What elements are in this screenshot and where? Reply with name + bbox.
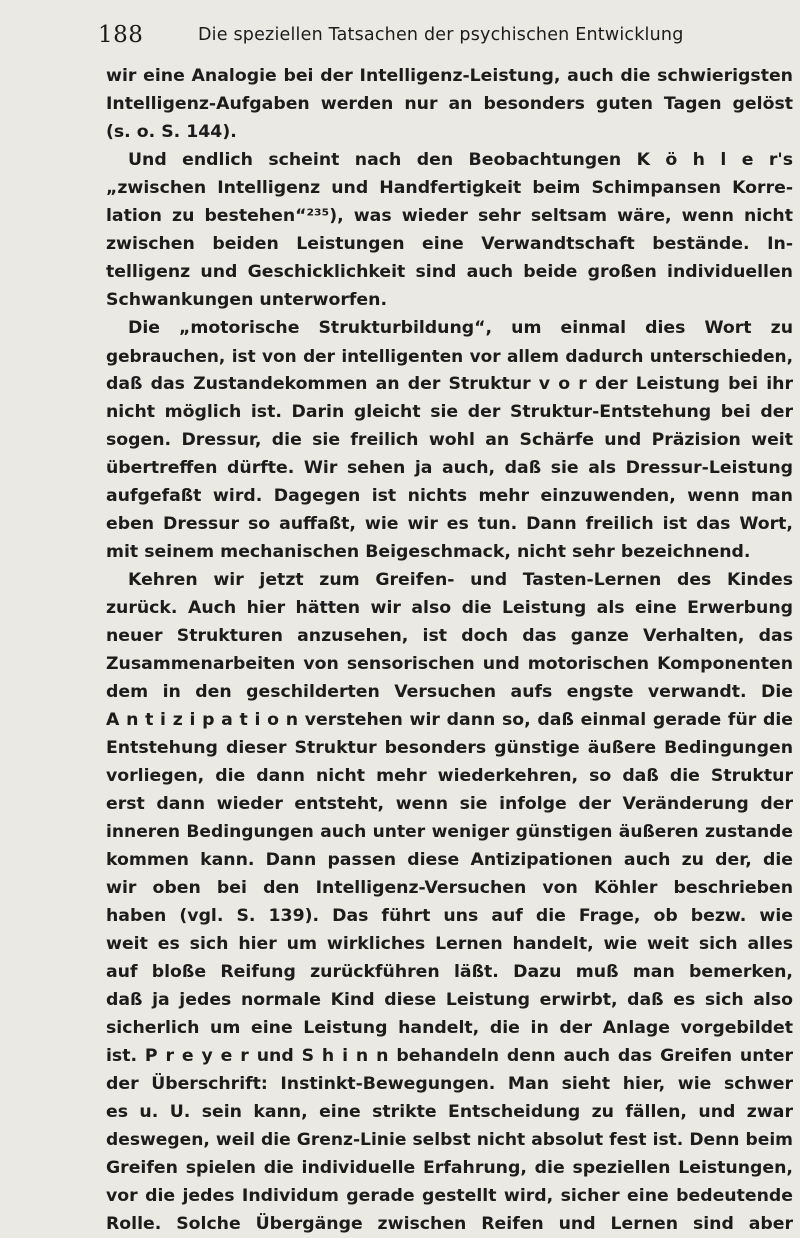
page-header — [98, 22, 708, 52]
text-line: nicht möglich ist. Darin gleicht sie der Struktur-Entstehung bei der — [106, 402, 793, 422]
text-line: zwischen beiden Leistungen eine Verwandtschaft bestände. In- — [106, 234, 793, 254]
text-line: wir oben bei den Intelligenz-Versuchen von Köhler beschrieben — [106, 878, 793, 898]
text-line: der Überschrift: Instinkt-Bewegungen. Man sieht hier, wie schwer — [106, 1074, 793, 1094]
text-line: auf bloße Reifung zurückführen läßt. Dazu muß man bemerken, — [106, 962, 793, 982]
text-line: Kehren wir jetzt zum Greifen- und Tasten-Lernen des Kindes — [128, 570, 793, 590]
text-line: übertreffen dürfte. Wir sehen ja auch, daß sie als Dressur-Leistung — [106, 458, 793, 478]
text-line: (s. o. S. 144). — [106, 122, 237, 142]
text-line: „zwischen Intelligenz und Handfertigkeit beim Schimpansen Korre- — [106, 178, 793, 198]
text-line: wir eine Analogie bei der Intelligenz-Leistung, auch die schwierigsten — [106, 66, 793, 86]
body-text — [106, 62, 793, 1238]
text-line: A n t i z i p a t i o n verstehen wir dann so, daß einmal gerade für die — [106, 710, 793, 730]
text-line: haben (vgl. S. 139). Das führt uns auf die Frage, ob bezw. wie — [106, 906, 793, 926]
text-line: sogen. Dressur, die sie freilich wohl an Schärfe und Präzision weit — [106, 430, 793, 450]
text-line: deswegen, weil die Grenz-Linie selbst nicht absolut fest ist. Denn beim — [106, 1130, 793, 1150]
text-line: aufgefaßt wird. Dagegen ist nichts mehr einzuwenden, wenn man — [106, 486, 793, 506]
text-line: daß das Zustandekommen an der Struktur v o r der Leistung bei ihr — [106, 374, 793, 394]
text-line: kommen kann. Dann passen diese Antizipationen auch zu der, die — [106, 850, 793, 870]
text-line: zurück. Auch hier hätten wir also die Leistung als eine Erwerbung — [106, 598, 793, 618]
text-line: neuer Strukturen anzusehen, ist doch das ganze Verhalten, das — [106, 626, 793, 646]
text-line: Greifen spielen die individuelle Erfahrung, die speziellen Leistungen, — [106, 1158, 793, 1178]
text-line: mit seinem mechanischen Beigeschmack, nicht sehr bezeichnend. — [106, 542, 751, 562]
text-line: vorliegen, die dann nicht mehr wiederkehren, so daß die Struktur — [106, 766, 793, 786]
text-line: Schwankungen unterworfen. — [106, 290, 388, 310]
text-line: Die „motorische Strukturbildung“, um einmal dies Wort zu — [128, 318, 793, 338]
text-line: dem in den geschilderten Versuchen aufs engste verwandt. Die — [106, 682, 793, 702]
text-line: sicherlich um eine Leistung handelt, die in der Anlage vorgebildet — [106, 1018, 793, 1038]
text-line: telligenz und Geschicklichkeit sind auch beide großen individuellen — [106, 262, 793, 282]
page-number: 188 — [98, 22, 144, 48]
text-line: gebrauchen, ist von der intelligenten vor allem dadurch unterschieden, — [106, 346, 793, 366]
running-title: Die speziellen Tatsachen der psychischen Entwicklung — [198, 25, 684, 45]
text-line: daß ja jedes normale Kind diese Leistung erwirbt, daß es sich also — [106, 990, 793, 1010]
text-line: vor die jedes Individum gerade gestellt wird, sicher eine bedeutende — [106, 1186, 793, 1206]
text-line: Und endlich scheint nach den Beobachtungen K ö h l e r's — [128, 150, 793, 170]
text-line: es u. U. sein kann, eine strikte Entscheidung zu fällen, und zwar — [106, 1102, 793, 1122]
text-line: Rolle. Solche Übergänge zwischen Reifen und Lernen sind aber — [106, 1214, 793, 1234]
text-line: weit es sich hier um wirkliches Lernen handelt, wie weit sich alles — [106, 934, 793, 954]
text-line: erst dann wieder entsteht, wenn sie infolge der Veränderung der — [106, 794, 793, 814]
text-line: inneren Bedingungen auch unter weniger günstigen äußeren zustande — [106, 822, 793, 842]
text-line: lation zu bestehen“²³⁵), was wieder sehr seltsam wäre, wenn nicht — [106, 206, 793, 226]
text-line: Intelligenz-Aufgaben werden nur an besonders guten Tagen gelöst — [106, 94, 793, 114]
text-line: Zusammenarbeiten von sensorischen und motorischen Komponenten — [106, 654, 793, 674]
text-line: eben Dressur so auffaßt, wie wir es tun. Dann freilich ist das Wort, — [106, 514, 793, 534]
text-line: ist. P r e y e r und S h i n n behandeln denn auch das Greifen unter — [106, 1046, 793, 1066]
text-line: Entstehung dieser Struktur besonders günstige äußere Bedingungen — [106, 738, 793, 758]
